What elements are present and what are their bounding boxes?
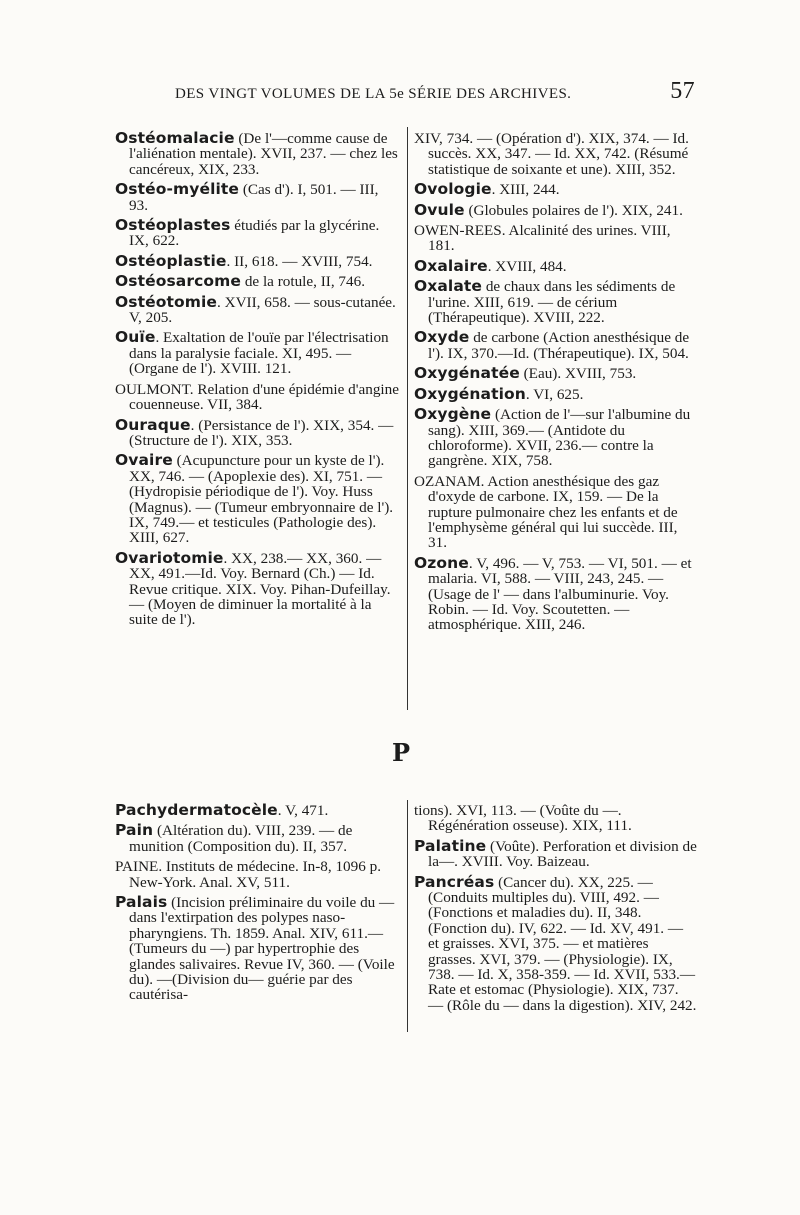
entry-text: PAINE. Instituts de médecine. In-8, 1096 p. New-York. Anal. XV, 511.: [115, 858, 382, 891]
entry-text: tions). XVI, 113. — (Voûte du —. Régénération osseuse). XIX, 111.: [414, 802, 632, 835]
entry-text: de la rotule, II, 746.: [241, 273, 366, 291]
entry-text: (Cas d'). I, 501. — III, 93.: [129, 181, 379, 214]
entry-headword: Oxalaire: [414, 256, 488, 275]
column-divider-top: [407, 127, 408, 710]
index-entry: [115, 292, 399, 327]
index-entry: [115, 182, 399, 213]
index-entry: [115, 453, 399, 545]
entry-text: (Action de l'—sur l'albumine du sang). XIII, 369.— (Antidote du chloroforme). XVII, 236.— contre la gangrène. XIX, 758.: [428, 406, 691, 470]
entry-headword: Oxyde: [414, 328, 470, 347]
entry-text: OULMONT. Relation d'une épidémie d'angine couenneuse. VII, 384.: [115, 380, 399, 414]
entry-headword: Ostéosarcome: [115, 272, 242, 291]
entry-headword: Ostéoplastes: [115, 216, 231, 235]
entry-headword: Ovariotomie: [115, 548, 224, 567]
index-entry: [115, 131, 399, 177]
entry-headword: Pain: [115, 821, 154, 840]
entry-headword: Ostéo-myélite: [115, 180, 240, 199]
page-number: 57: [670, 78, 695, 104]
entry-text: (Cancer du). XX, 225. — (Conduits multiples du). VIII, 492. — (Fonctions et maladies du). II, 348. (Fonction du). IV, 622. — Id. XV, 491. — et graisses. XVI, 375. — et matières grasses. XVI, 379. — (Physiologie). IX, 738. — Id. X, 358-359. — Id. XVII, 533.—Rate et estomac (Physiologie). XIX, 737. — (Rôle du — dans la digestion). XIV, 242.: [428, 873, 697, 1014]
entry-headword: Ostéomalacie: [115, 129, 235, 147]
column-top-right: [414, 131, 697, 638]
column-bottom-left: [115, 803, 399, 1008]
index-entry: [115, 330, 399, 376]
entry-text: . Exaltation de l'ouïe par l'électrisation dans la paralysie faciale. XI, 495. — (Organe de l'). XVIII. 121.: [129, 329, 389, 378]
index-entry: [115, 415, 399, 449]
column-divider-bottom: [407, 800, 408, 1032]
column-bottom-right: [414, 803, 697, 1018]
entry-text: OWEN-REES. Alcalinité des urines. VIII, 181.: [414, 222, 671, 255]
index-entry: [115, 382, 399, 413]
entry-headword: Ostéoplastie: [115, 251, 227, 270]
entry-text: . XVIII, 484.: [487, 257, 567, 275]
index-entry: [414, 803, 697, 834]
entry-headword: Pachydermatocèle: [115, 801, 278, 819]
entry-text: . XVII, 658. — sous-cutanée. V, 205.: [129, 293, 396, 327]
entry-text: . XX, 238.— XX, 360. —XX, 491.—Id. Voy. Bernard (Ch.) — Id. Revue critique. XIX. Voy. Pihan-Dufeillay. — (Moyen de diminuer la mortalité à la suite de l').: [129, 549, 391, 629]
index-entry: [414, 407, 697, 469]
index-entry: [115, 274, 399, 289]
index-entry: [115, 859, 399, 890]
entry-headword: Ostéotomie: [115, 292, 218, 311]
index-entry: [414, 223, 697, 254]
entry-headword: Ovaire: [115, 451, 173, 470]
entry-headword: Palais: [115, 893, 168, 912]
entry-text: . (Persistance de l'). XIX, 354. — (Structure de l'). XIX, 353.: [129, 416, 394, 449]
entry-text: (De l'—comme cause de l'aliénation mentale). XVII, 237. — chez les cancéreux, XIX, 233.: [129, 130, 398, 178]
entry-text: XIV, 734. — (Opération d'). XIX, 374. — Id. succès. XX, 347. — Id. XX, 742. (Résumé statistique de soixante et une). XIII, 352.: [414, 130, 689, 178]
index-entry: [414, 366, 697, 381]
index-entry: [414, 836, 697, 871]
entry-text: (Acupuncture pour un kyste de l'). XX, 746. — (Apoplexie des). XI, 751. — (Hydropisie périodique de l'). Voy. Huss (Magnus). — (Tumeur embryonnaire de l'). IX, 749.— et testicules (Pathologie des). XIII, 627.: [129, 452, 394, 547]
entry-text: . XIII, 244.: [491, 181, 560, 199]
entry-headword: Ovule: [414, 200, 465, 219]
index-entry: [414, 279, 697, 325]
index-entry: [414, 384, 697, 403]
index-entry: [115, 895, 399, 1003]
entry-text: (Voûte). Perforation et division de la—. XVIII. Voy. Baizeau.: [428, 837, 697, 871]
entry-text: étudiés par la glycérine. IX, 622.: [129, 217, 380, 250]
index-entry: [115, 823, 399, 854]
column-top-left: [115, 131, 399, 633]
entry-headword: Oxalate: [414, 277, 483, 296]
entry-text: de chaux dans les sédiments de l'urine. XIII, 619. — de cérium (Thérapeutique). XVIII, 222.: [428, 278, 676, 327]
running-title: DES VINGT VOLUMES DE LA 5e SÉRIE DES ARCHIVES.: [175, 86, 572, 102]
index-entry: [115, 218, 399, 249]
entry-text: . V, 471.: [277, 802, 329, 819]
entry-text: (Globules polaires de l'). XIX, 241.: [464, 201, 683, 219]
entry-text: . VI, 625.: [525, 385, 584, 403]
entry-text: . V, 496. — V, 753. — VI, 501. — et malaria. VI, 588. — VIII, 243, 245. — (Usage de l' — dans l'albuminurie. Voy. Robin. — Id. Voy. Scoutetten. — atmosphérique. XIII, 246.: [428, 554, 692, 634]
index-entry: [414, 182, 697, 197]
entry-headword: Ouïe: [115, 328, 156, 347]
index-entry: [414, 131, 697, 177]
entry-text: de carbone (Action anesthésique de l'). IX, 370.—Id. (Thérapeutique). IX, 504.: [428, 329, 690, 362]
index-entry: [414, 330, 697, 361]
entry-headword: Oxygénation: [414, 384, 526, 403]
entry-text: (Altération du). VIII, 239. — de munition (Composition du). II, 357.: [129, 822, 353, 855]
entry-headword: Oxygène: [414, 405, 492, 424]
section-letter: P: [392, 738, 410, 767]
index-entry: [115, 251, 399, 270]
index-entry: [115, 803, 399, 818]
entry-headword: Palatine: [414, 836, 487, 855]
entry-text: (Eau). XVIII, 753.: [519, 365, 637, 383]
index-entry: [414, 474, 697, 551]
entry-headword: Oxygénatée: [414, 364, 520, 383]
index-entry: [115, 548, 399, 629]
index-entry: [414, 256, 697, 275]
entry-text: (Incision préliminaire du voile du — dans l'extirpation des polypes naso-pharyngiens. Th. 1859. Anal. XIV, 611.— (Tumeurs du —) par hypertrophie des glandes salivaires. Revue IV, 360. — (Voile du). —(Division du— guérie par des cautérisa-: [129, 894, 395, 1004]
entry-headword: Ozone: [414, 553, 469, 572]
entry-headword: Pancréas: [414, 872, 495, 891]
entry-text: OZANAM. Action anesthésique des gaz d'oxyde de carbone. IX, 159. — De la rupture pulmonaire chez les enfants et de l'emphysème général qui lui succède. III, 31.: [414, 472, 678, 552]
index-entry: [414, 553, 697, 634]
index-entry: [414, 872, 697, 1014]
entry-headword: Ovologie: [414, 180, 492, 199]
entry-text: . II, 618. — XVIII, 754.: [226, 252, 373, 270]
entry-headword: Ouraque: [115, 415, 191, 434]
index-entry: [414, 200, 697, 219]
